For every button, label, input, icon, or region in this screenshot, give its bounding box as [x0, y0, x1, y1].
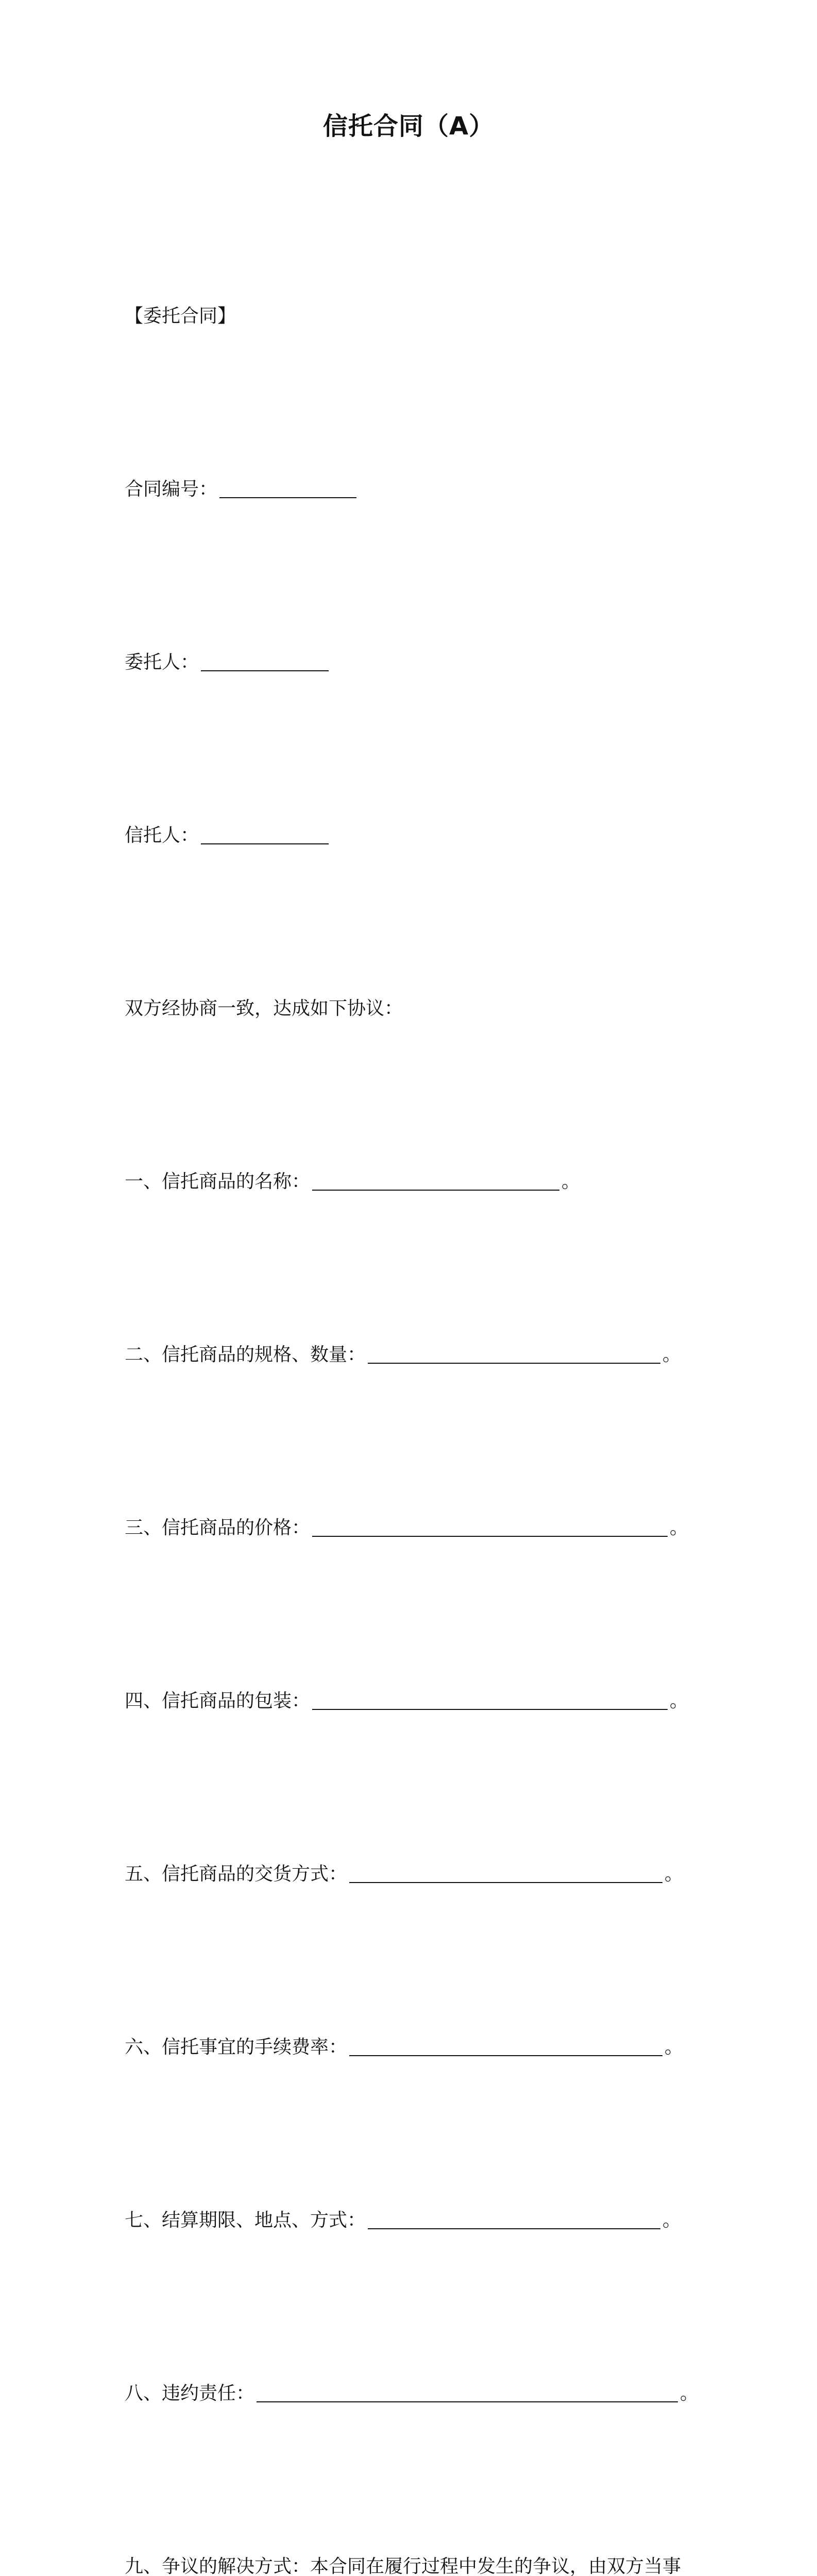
clause-blank[interactable]	[257, 2381, 678, 2402]
clause-2	[125, 1333, 712, 1377]
clause-label: 五、信托商品的交货方式：	[125, 1863, 348, 1885]
client-blank[interactable]	[201, 650, 329, 671]
clause-end: 。	[680, 2383, 699, 2404]
dispute-line-1: 九、争议的解决方式：本合同在履行过程中发生的争议，由双方当事	[125, 2556, 682, 2576]
clause-label: 一、信托商品的名称：	[125, 1171, 311, 1192]
intro-text: 双方经协商一致，达成如下协议：	[125, 998, 403, 1019]
clause-6	[125, 2026, 712, 2069]
clause-8	[125, 2372, 712, 2415]
trustee-line	[125, 814, 712, 857]
clause-label: 四、信托商品的包装：	[125, 1690, 311, 1711]
client-label: 委托人：	[125, 652, 199, 673]
clause-5	[125, 1853, 712, 1896]
trustee-label: 信托人：	[125, 825, 199, 846]
trustee-blank[interactable]	[201, 823, 329, 844]
clause-blank[interactable]	[312, 1515, 668, 1537]
clause-blank[interactable]	[349, 2035, 662, 2056]
clause-label: 八、违约责任：	[125, 2383, 255, 2404]
clause-label: 七、结算期限、地点、方式：	[125, 2210, 366, 2231]
clause-blank[interactable]	[368, 2208, 660, 2229]
document-title: 信托合同（A）	[322, 112, 495, 141]
clause-end: 。	[665, 1863, 684, 1885]
clause-end: 。	[670, 1517, 689, 1538]
document-subtitle: 【委托合同】	[125, 306, 236, 327]
clause-blank[interactable]	[349, 1861, 662, 1883]
document-body	[125, 208, 712, 2576]
clause-end: 。	[670, 1690, 689, 1711]
clause-label: 二、信托商品的规格、数量：	[125, 1344, 366, 1365]
clause-end: 。	[665, 2037, 684, 2058]
clause-blank[interactable]	[368, 1342, 660, 1364]
clause-blank[interactable]	[312, 1688, 668, 1710]
clause-blank[interactable]	[312, 1169, 559, 1191]
intro-line	[125, 987, 712, 1030]
clause-end: 。	[561, 1171, 581, 1192]
clause-label: 六、信托事宜的手续费率：	[125, 2037, 348, 2058]
clause-3	[125, 1506, 712, 1550]
clause-1	[125, 1160, 712, 1204]
contract-number-line	[125, 468, 712, 511]
clause-end: 。	[662, 1344, 682, 1365]
clause-7	[125, 2199, 712, 2242]
contract-number-blank[interactable]	[219, 477, 356, 498]
client-line	[125, 641, 712, 684]
clause-4	[125, 1680, 712, 1723]
contract-number-label: 合同编号：	[125, 479, 218, 500]
clause-label: 三、信托商品的价格：	[125, 1517, 311, 1538]
clause-end: 。	[662, 2210, 682, 2231]
